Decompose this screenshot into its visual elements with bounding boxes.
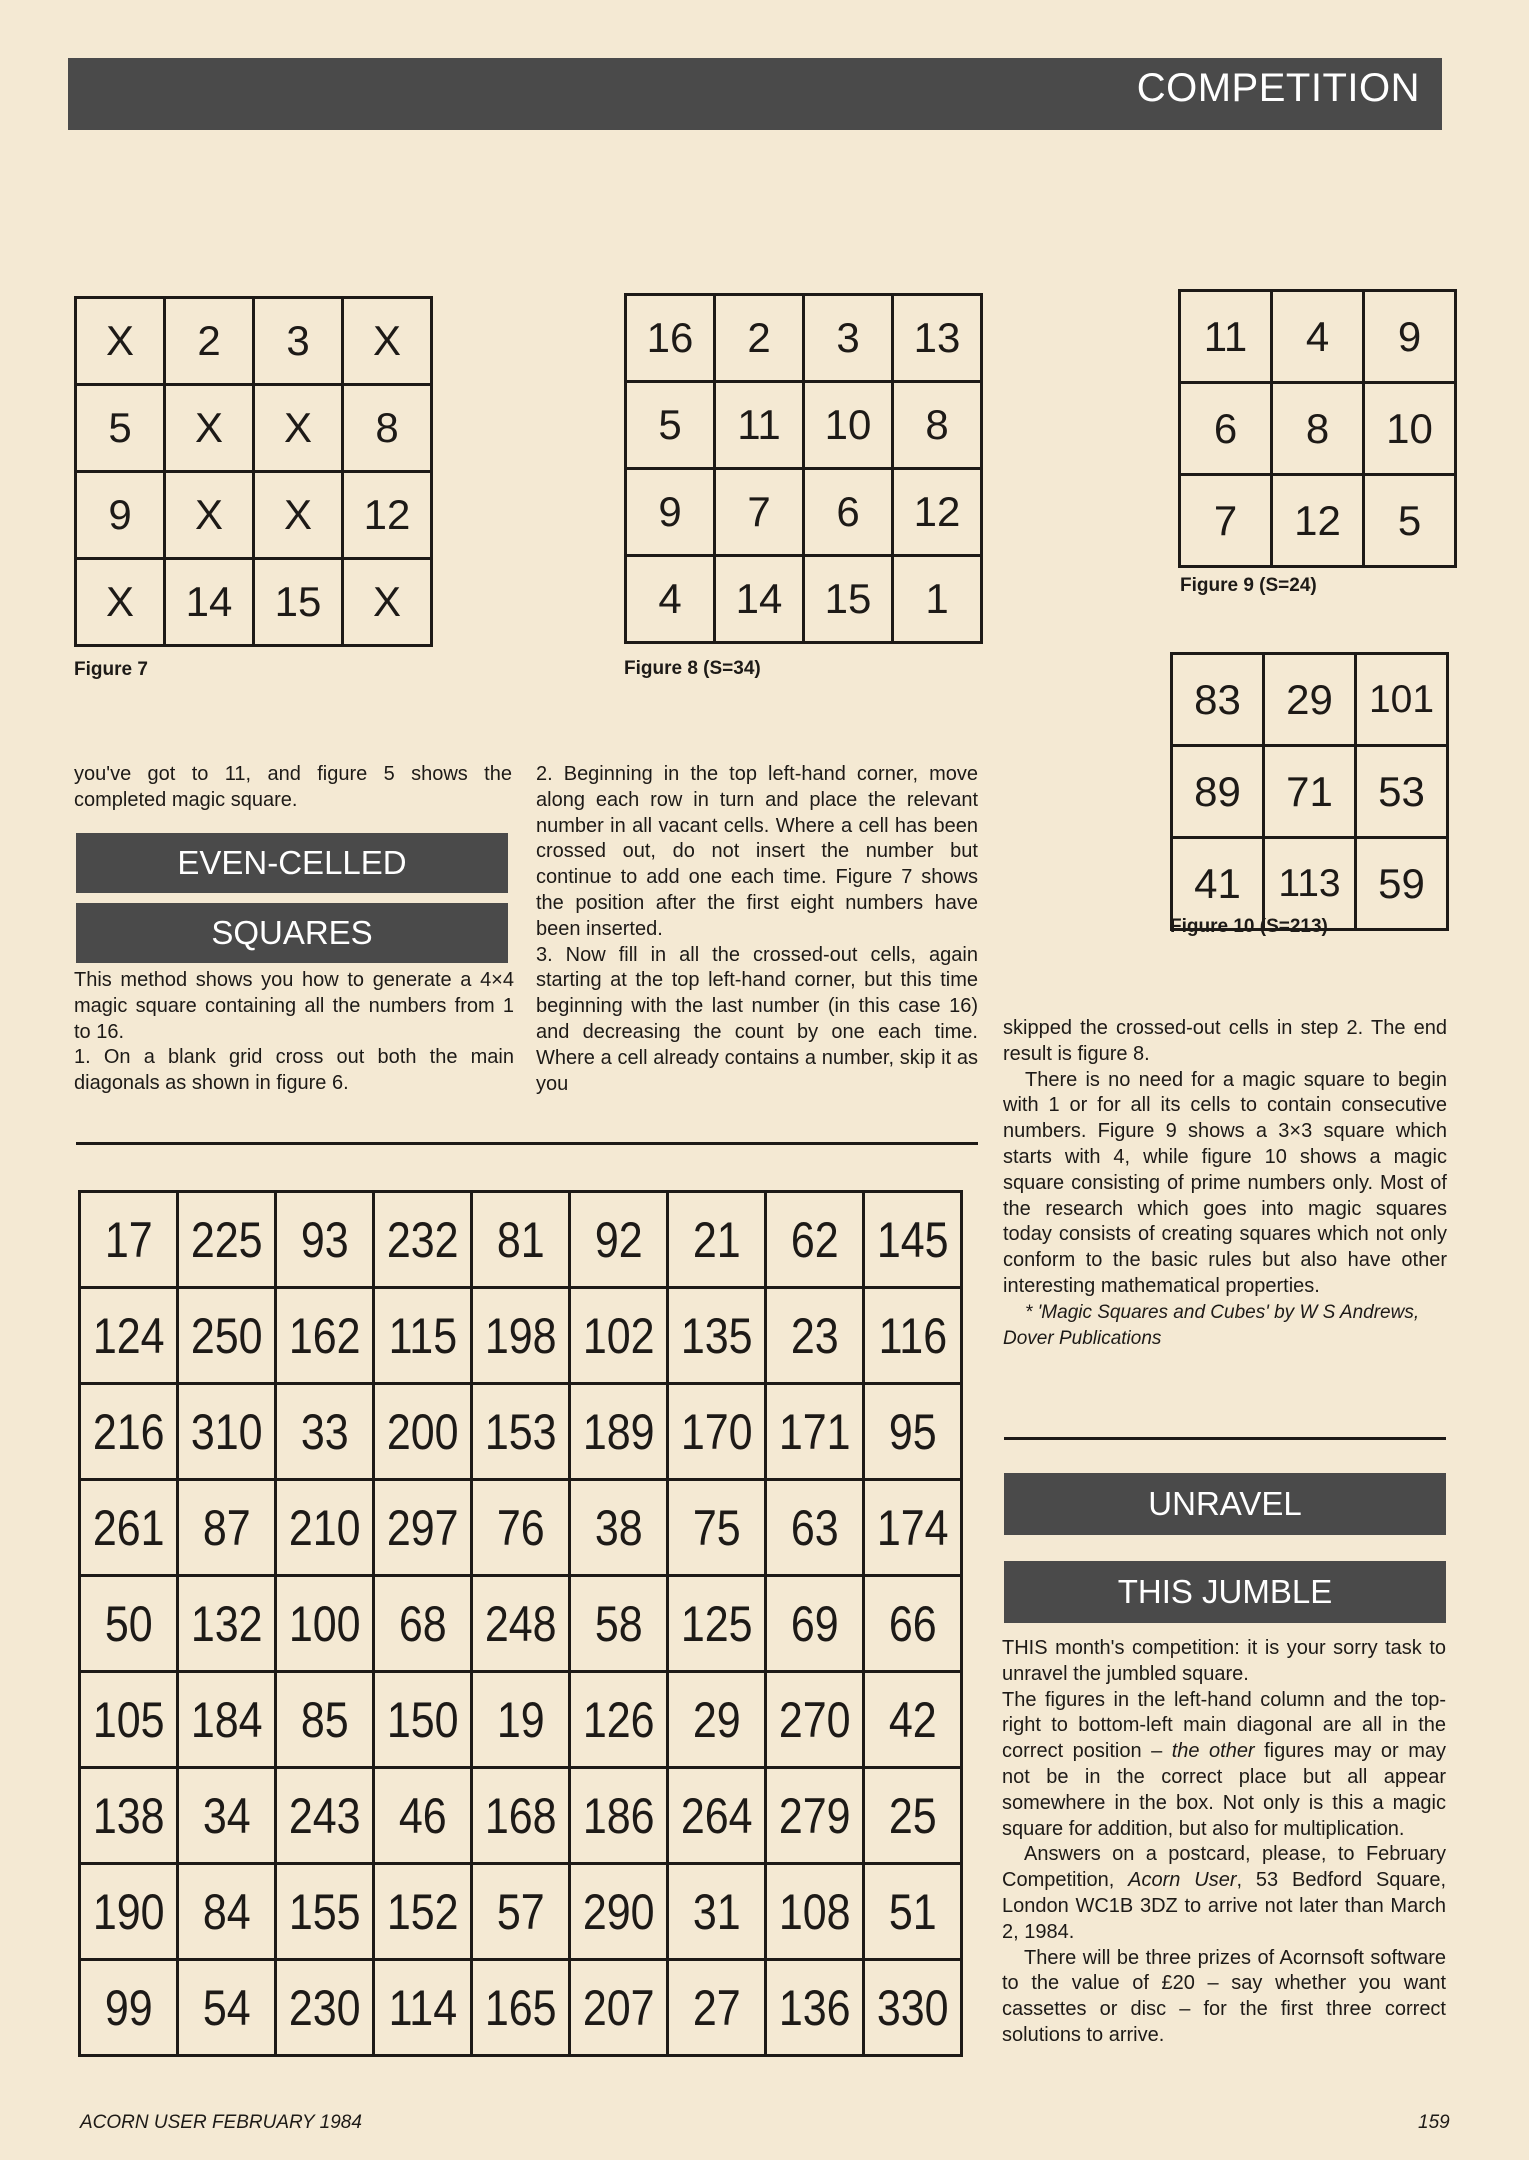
figure-7-grid [74,296,433,647]
cell-number: 198 [484,1307,557,1364]
cell-number: 33 [300,1403,349,1460]
address-text-a: Answers on a postcard, please, to February Competition, [1002,1843,1446,1892]
grid-cell: 15 [254,559,343,646]
cell-number: 207 [582,1979,655,2036]
grid-cell: 83 [1172,654,1264,746]
cell-number: 57 [496,1883,545,1940]
grid-cell [276,1672,374,1768]
cell-number: 150 [386,1691,459,1748]
grid-cell [178,1864,276,1960]
right-column [1003,1016,1447,1351]
cell-number: 87 [202,1499,251,1556]
cell-number: 17 [104,1211,153,1268]
cell-number: 165 [484,1979,557,2036]
cell-number: 138 [92,1787,165,1844]
grid-cell [472,1960,570,2056]
cell-number: 76 [496,1499,545,1556]
cell-number: 170 [680,1403,753,1460]
figure-10-grid [1170,652,1449,931]
grid-row [626,469,982,556]
cell-number: 68 [398,1595,447,1652]
grid-row [80,1480,962,1576]
grid-cell [178,1960,276,2056]
grid-row [80,1192,962,1288]
grid-row [76,472,432,559]
grid-cell: X [165,472,254,559]
grid-cell [864,1576,962,1672]
cell-number: 125 [680,1595,753,1652]
grid-cell [864,1288,962,1384]
cell-number: 124 [92,1307,165,1364]
grid-cell [374,1576,472,1672]
prime-squares-paragraph: There is no need for a magic square to begin with 1 or for all its cells to contain consecutive numbers. Figure 9 shows a 3×3 square which starts with 4, while figure 10 shows a magic square consisting of prime numbers only. Most of the research which goes into magic squares today consists of creating squares which not only conform to the basic rules but also have other interesting mathematical properties. [1003,1068,1447,1297]
grid-cell [570,1672,668,1768]
middle-column [536,762,978,1097]
heading-unravel: UNRAVEL [1004,1473,1446,1535]
cell-number: 200 [386,1403,459,1460]
step-1-paragraph: 1. On a blank grid cross out both the main diagonals as shown in figure 6. [74,1046,514,1095]
grid-cell: 2 [715,295,804,382]
grid-cell: 10 [1364,383,1456,475]
grid-cell [178,1672,276,1768]
grid-cell: 71 [1264,746,1356,838]
grid-cell: X [343,559,432,646]
grid-cell: 12 [893,469,982,556]
grid-row [626,382,982,469]
grid-cell [374,1480,472,1576]
grid-cell [766,1672,864,1768]
grid-cell [570,1192,668,1288]
cell-number: 34 [202,1787,251,1844]
end-result-paragraph: skipped the crossed-out cells in step 2. The end result is figure 8. [1003,1017,1447,1065]
grid-cell [178,1480,276,1576]
method-paragraph: This method shows you how to generate a 4×4 magic square containing all the numbers from 1 to 16. [74,969,514,1043]
grid-row [626,295,982,382]
rules-text-em: the other [1171,1740,1255,1763]
grid-cell: 14 [165,559,254,646]
grid-cell [864,1864,962,1960]
grid-cell [80,1192,178,1288]
cell-number: 186 [582,1787,655,1844]
cell-number: 92 [594,1211,643,1268]
cell-number: 105 [92,1691,165,1748]
grid-cell: 59 [1356,838,1448,930]
heading-this-jumble: THIS JUMBLE [1004,1561,1446,1623]
cell-number: 162 [288,1307,361,1364]
cell-number: 297 [386,1499,459,1556]
grid-cell: 10 [804,382,893,469]
grid-cell [374,1960,472,2056]
grid-cell [80,1480,178,1576]
rules-text-b: figures may or may not be in the correct place but all appear somewhere in the box. Not only is this a magic square for addition, but also for multiplication. [1002,1740,1447,1840]
grid-cell [276,1288,374,1384]
grid-cell [766,1480,864,1576]
cell-number: 243 [288,1787,361,1844]
cell-number: 230 [288,1979,361,2036]
grid-row [76,298,432,385]
grid-cell: 13 [893,295,982,382]
grid-cell [276,1480,374,1576]
cell-number: 132 [190,1595,263,1652]
cell-number: 99 [104,1979,153,2036]
grid-cell: 2 [165,298,254,385]
grid-cell [80,1960,178,2056]
grid-cell [570,1288,668,1384]
grid-row [80,1864,962,1960]
grid-row [1172,746,1448,838]
grid-cell [864,1480,962,1576]
cell-number: 31 [692,1883,741,1940]
grid-cell: 101 [1356,654,1448,746]
grid-cell: 8 [1272,383,1364,475]
cell-number: 232 [386,1211,459,1268]
cell-number: 310 [190,1403,263,1460]
cell-number: 216 [92,1403,165,1460]
cell-number: 62 [790,1211,839,1268]
grid-cell [668,1768,766,1864]
grid-cell: X [76,559,165,646]
grid-cell [766,1192,864,1288]
cell-number: 27 [692,1979,741,2036]
grid-cell [668,1384,766,1480]
cell-number: 63 [790,1499,839,1556]
grid-cell [472,1768,570,1864]
grid-cell [766,1288,864,1384]
grid-cell [374,1768,472,1864]
cell-number: 174 [876,1499,949,1556]
grid-cell [178,1768,276,1864]
grid-cell: 29 [1264,654,1356,746]
cell-number: 168 [484,1787,557,1844]
grid-cell: 15 [804,556,893,643]
grid-row [80,1576,962,1672]
grid-cell [178,1192,276,1288]
grid-cell [472,1576,570,1672]
grid-row [80,1288,962,1384]
grid-cell: 5 [626,382,715,469]
grid-cell [766,1384,864,1480]
cell-number: 145 [876,1211,949,1268]
figure-9-grid [1178,289,1457,568]
grid-cell: X [76,298,165,385]
grid-cell [570,1864,668,1960]
footnote: * 'Magic Squares and Cubes' by W S Andrews, Dover Publications [1003,1301,1420,1349]
grid-row [80,1672,962,1768]
grid-cell: 14 [715,556,804,643]
cell-number: 135 [680,1307,753,1364]
grid-cell [374,1672,472,1768]
grid-cell [276,1384,374,1480]
grid-cell: X [254,385,343,472]
competition-prizes: There will be three prizes of Acornsoft software to the value of £20 – say whether you want cassettes or disc – for the first three correct solutions to arrive. [1002,1946,1446,2046]
grid-cell [570,1768,668,1864]
grid-row [80,1384,962,1480]
cell-number: 51 [888,1883,937,1940]
grid-cell: 53 [1356,746,1448,838]
cell-number: 155 [288,1883,361,1940]
grid-cell: 89 [1172,746,1264,838]
cell-number: 264 [680,1787,753,1844]
competition-rules [1002,1688,1446,1843]
grid-cell: 11 [715,382,804,469]
grid-cell [766,1960,864,2056]
grid-cell: 6 [1180,383,1272,475]
cell-number: 225 [190,1211,263,1268]
left-column-top [74,762,512,814]
grid-cell: 41 [1172,838,1264,930]
heading-even-celled: EVEN-CELLED [76,833,508,893]
cell-number: 136 [778,1979,851,2036]
cell-number: 75 [692,1499,741,1556]
grid-row [80,1768,962,1864]
grid-cell [472,1672,570,1768]
grid-cell: 16 [626,295,715,382]
grid-cell: 11 [1180,291,1272,383]
cell-number: 66 [888,1595,937,1652]
figure-8-caption: Figure 8 (S=34) [624,658,761,679]
grid-cell [472,1864,570,1960]
cell-number: 290 [582,1883,655,1940]
grid-row [626,556,982,643]
cell-number: 100 [288,1595,361,1652]
competition-intro: THIS month's competition: it is your sorry task to unravel the jumbled square. [1002,1637,1446,1685]
grid-row [76,385,432,472]
grid-cell [864,1768,962,1864]
grid-cell: 12 [1272,475,1364,567]
grid-cell [668,1864,766,1960]
grid-cell [864,1192,962,1288]
grid-cell [276,1576,374,1672]
cell-number: 38 [594,1499,643,1556]
grid-cell [80,1384,178,1480]
section-title: COMPETITION [1136,66,1420,110]
footer-magazine: ACORN USER FEBRUARY 1984 [80,2112,362,2133]
grid-cell [668,1576,766,1672]
grid-cell: 4 [1272,291,1364,383]
step-3-paragraph: 3. Now fill in all the crossed-out cells, again starting at the top left-hand corner, but this time beginning with the last number (in this case 16) and decreasing the count by one each time. Where a cell already contains a number, skip it as you [536,943,978,1095]
grid-cell: 9 [76,472,165,559]
grid-cell [570,1384,668,1480]
grid-cell: 8 [343,385,432,472]
grid-cell [178,1288,276,1384]
grid-cell [472,1192,570,1288]
cell-number: 108 [778,1883,851,1940]
cell-number: 184 [190,1691,263,1748]
grid-cell [570,1576,668,1672]
grid-cell: 1 [893,556,982,643]
cell-number: 190 [92,1883,165,1940]
grid-cell [668,1480,766,1576]
cell-number: 46 [398,1787,447,1844]
competition-column [1002,1636,1446,2049]
cell-number: 58 [594,1595,643,1652]
left-column-body [74,968,514,1097]
cell-number: 270 [778,1691,851,1748]
cell-number: 116 [878,1307,947,1364]
grid-cell: 7 [1180,475,1272,567]
cell-number: 115 [388,1307,457,1364]
cell-number: 152 [386,1883,459,1940]
grid-cell: 7 [715,469,804,556]
cell-number: 84 [202,1883,251,1940]
grid-cell: 4 [626,556,715,643]
cell-number: 50 [104,1595,153,1652]
grid-cell [80,1288,178,1384]
grid-cell [472,1384,570,1480]
grid-cell [668,1672,766,1768]
grid-cell [178,1576,276,1672]
grid-cell [472,1480,570,1576]
grid-cell: 3 [804,295,893,382]
cell-number: 69 [790,1595,839,1652]
column-divider-rule [76,1142,978,1145]
grid-cell [374,1192,472,1288]
grid-cell [80,1672,178,1768]
grid-cell [276,1864,374,1960]
cell-number: 279 [778,1787,851,1844]
cell-number: 261 [92,1499,165,1556]
cell-number: 171 [778,1403,851,1460]
grid-cell [766,1576,864,1672]
figure-7-caption: Figure 7 [74,659,148,680]
address-text-em: Acorn User [1128,1869,1237,1892]
grid-cell: 5 [76,385,165,472]
figure-10-caption: Figure 10 (S=213) [1170,916,1328,937]
heading-squares: SQUARES [76,903,508,963]
cell-number: 210 [288,1499,361,1556]
cell-number: 250 [190,1307,263,1364]
grid-cell: X [165,385,254,472]
grid-cell [472,1288,570,1384]
grid-cell [570,1480,668,1576]
intro-paragraph: you've got to 11, and figure 5 shows the completed magic square. [74,763,512,811]
grid-cell [668,1960,766,2056]
grid-cell: X [343,298,432,385]
grid-cell [864,1672,962,1768]
cell-number: 23 [790,1307,839,1364]
grid-cell [668,1192,766,1288]
grid-cell [374,1288,472,1384]
section-banner [68,58,1442,130]
cell-number: 95 [888,1403,937,1460]
step-2-paragraph: 2. Beginning in the top left-hand corner, move along each row in turn and place the relevant number in all vacant cells. Where a cell has been crossed out, do not insert the number but continue to add one each time. Figure 7 shows the position after the first eight numbers have been inserted. [536,763,978,940]
cell-number: 248 [484,1595,557,1652]
grid-cell [766,1864,864,1960]
grid-cell: 3 [254,298,343,385]
address-text-b: , 53 Bedford Square, London WC1B 3DZ to arrive not later than March 2, 1984. [1002,1869,1446,1943]
grid-cell: 5 [1364,475,1456,567]
cell-number: 42 [888,1691,937,1748]
grid-cell: X [254,472,343,559]
grid-cell: 8 [893,382,982,469]
cell-number: 54 [202,1979,251,2036]
competition-rule [1004,1437,1446,1440]
grid-cell [80,1576,178,1672]
grid-cell [276,1960,374,2056]
grid-cell [374,1864,472,1960]
grid-cell [178,1384,276,1480]
cell-number: 19 [496,1691,545,1748]
cell-number: 85 [300,1691,349,1748]
cell-number: 189 [582,1403,655,1460]
figure-9-caption: Figure 9 (S=24) [1180,575,1317,596]
grid-cell: 12 [343,472,432,559]
grid-cell [374,1384,472,1480]
cell-number: 93 [300,1211,349,1268]
cell-number: 102 [582,1307,655,1364]
grid-row [1180,475,1456,567]
grid-cell [864,1960,962,2056]
cell-number: 153 [484,1403,557,1460]
grid-cell [276,1768,374,1864]
grid-cell [80,1768,178,1864]
grid-cell: 6 [804,469,893,556]
grid-cell [668,1288,766,1384]
grid-cell: 113 [1264,838,1356,930]
footer-page-number: 159 [1418,2112,1450,2133]
grid-cell [570,1960,668,2056]
grid-row [80,1960,962,2056]
grid-row [1180,383,1456,475]
grid-cell [80,1864,178,1960]
grid-row [76,559,432,646]
competition-address [1002,1842,1446,1945]
cell-number: 21 [692,1211,741,1268]
cell-number: 330 [876,1979,949,2036]
grid-row [1180,291,1456,383]
rules-text-a: The figures in the left-hand column and the top-right to bottom-left main diagonal are all in the correct position – [1002,1688,1446,1763]
jumbled-square-grid [78,1190,963,2057]
grid-cell: 9 [1364,291,1456,383]
grid-cell [864,1384,962,1480]
cell-number: 114 [388,1979,457,2036]
grid-cell: 9 [626,469,715,556]
grid-row [1172,654,1448,746]
grid-cell [766,1768,864,1864]
cell-number: 25 [888,1787,937,1844]
grid-cell [276,1192,374,1288]
cell-number: 29 [692,1691,741,1748]
cell-number: 126 [582,1691,655,1748]
figure-8-grid [624,293,983,644]
cell-number: 81 [496,1211,545,1268]
